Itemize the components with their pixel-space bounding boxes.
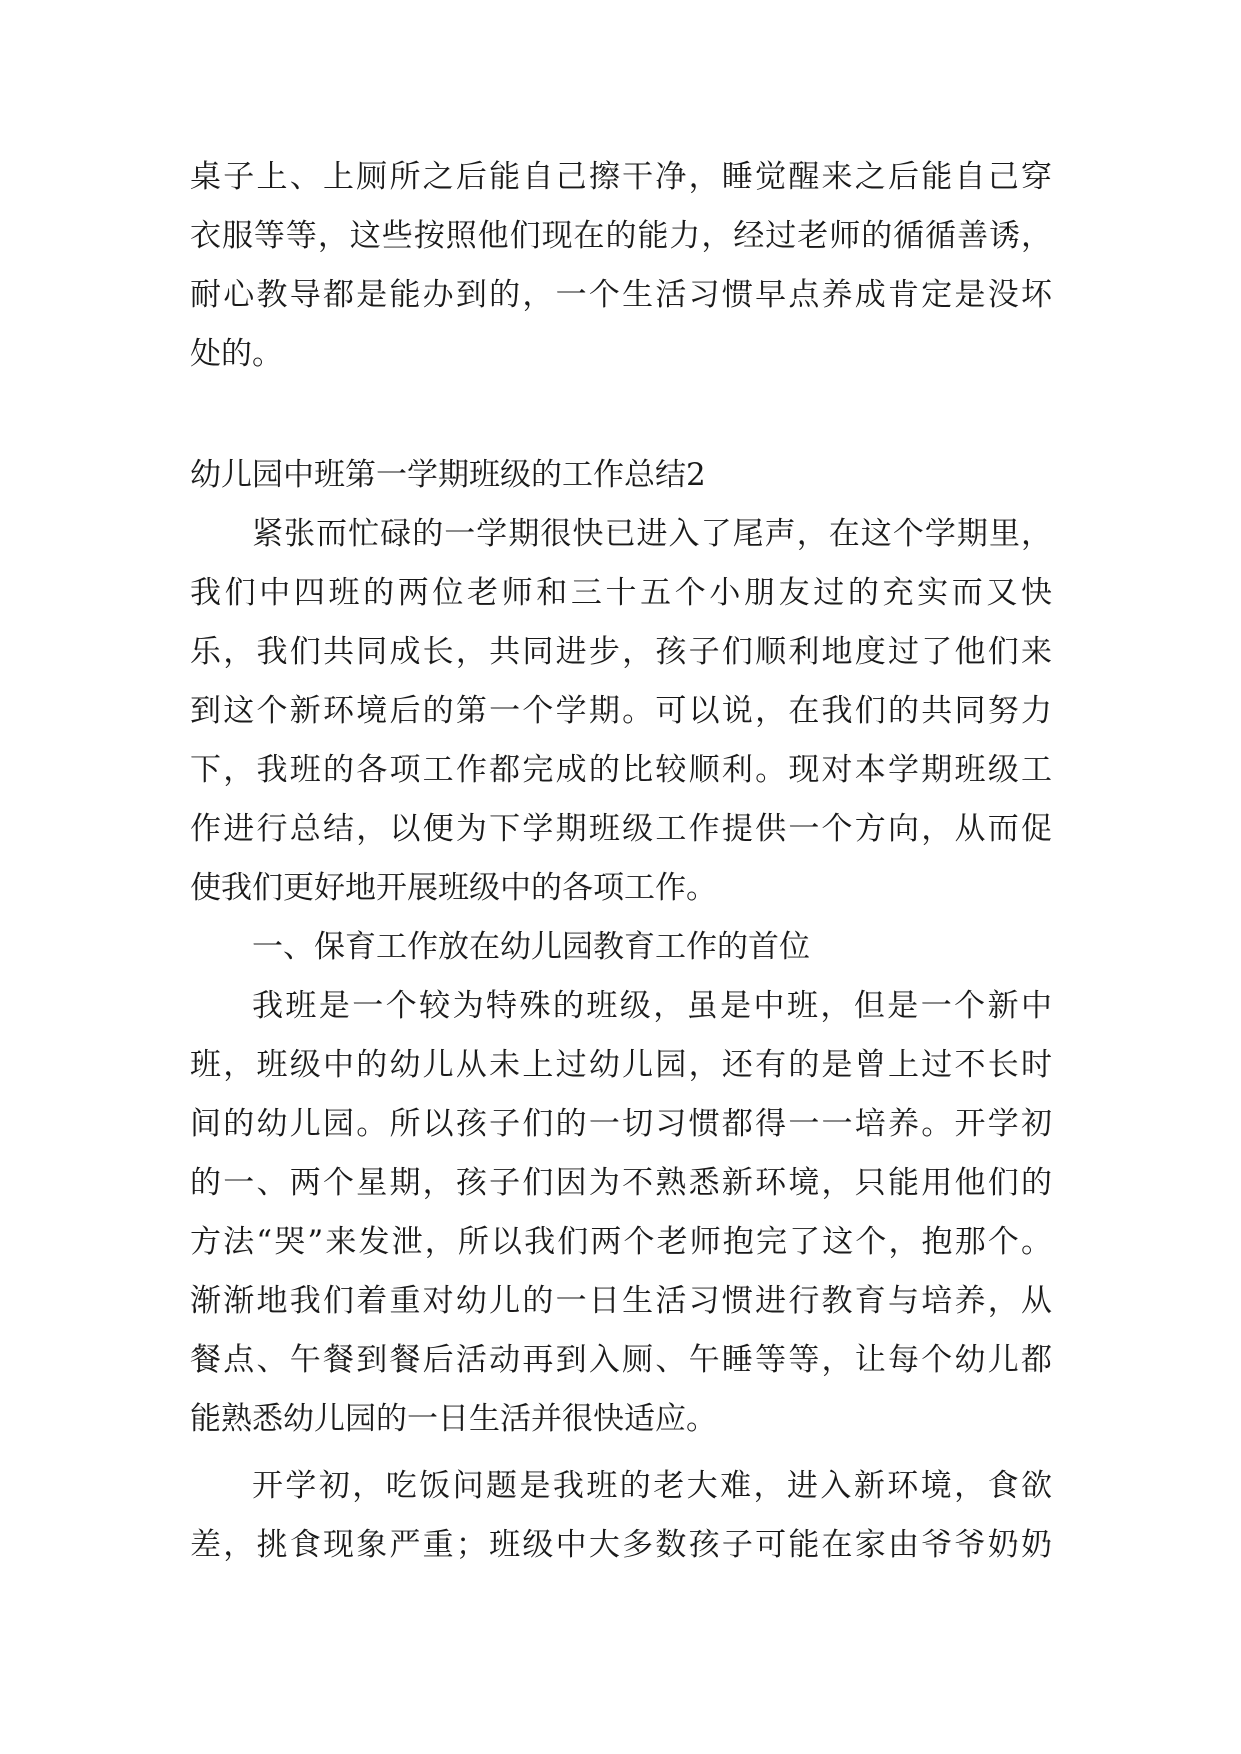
paragraph-spacer [190,1449,1052,1457]
text-line: 间的幼儿园。所以孩子们的一切习惯都得一一培养。开学初 [190,1106,1052,1142]
document-body [190,148,1052,1575]
section-spacer [190,384,1052,446]
text-line: 耐心教导都是能办到的，一个生活习惯早点养成肯定是没坏 [190,277,1052,313]
text-line: 我们中四班的两位老师和三十五个小朋友过的充实而又快 [190,575,1052,611]
text-line: 作进行总结，以便为下学期班级工作提供一个方向，从而促 [190,811,1052,847]
paragraph-continuation [190,148,1052,384]
text-line: 能熟悉幼儿园的一日生活并很快适应。 [190,1401,717,1437]
text-line: 差，挑食现象严重；班级中大多数孩子可能在家由爷爷奶奶 [190,1527,1052,1563]
text-line: 紧张而忙碌的一学期很快已进入了尾声，在这个学期里， [252,516,1052,552]
text-line: 处的。 [190,336,283,372]
text-line: 下，我班的各项工作都完成的比较顺利。现对本学期班级工 [190,752,1052,788]
text-line: 桌子上、上厕所之后能自己擦干净，睡觉醒来之后能自己穿 [190,159,1052,195]
text-line: 渐渐地我们着重对幼儿的一日生活习惯进行教育与培养，从 [190,1283,1052,1319]
text-line: 到这个新环境后的第一个学期。可以说，在我们的共同努力 [190,693,1052,729]
text-line: 的一、两个星期，孩子们因为不熟悉新环境，只能用他们的 [190,1165,1052,1201]
text-line: 方法“哭”来发泄，所以我们两个老师抱完了这个，抱那个。 [190,1224,1052,1260]
text-line: 我班是一个较为特殊的班级，虽是中班，但是一个新中 [252,988,1052,1024]
text-line: 使我们更好地开展班级中的各项工作。 [190,870,717,906]
text-line: 班，班级中的幼儿从未上过幼儿园，还有的是曾上过不长时 [190,1047,1052,1083]
text-line: 餐点、午餐到餐后活动再到入厕、午睡等等，让每个幼儿都 [190,1342,1052,1378]
text-line: 衣服等等，这些按照他们现在的能力，经过老师的循循善诱， [190,218,1052,254]
paragraph-care-work [190,977,1052,1449]
text-line: 开学初，吃饭问题是我班的老大难，进入新环境，食欲 [252,1468,1052,1504]
text-line: 乐，我们共同成长，共同进步，孩子们顺利地度过了他们来 [190,634,1052,670]
paragraph-meals [190,1457,1052,1575]
subsection-heading: 一、保育工作放在幼儿园教育工作的首位 [252,929,810,965]
paragraph-intro [190,505,1052,918]
section-heading: 幼儿园中班第一学期班级的工作总结2 [190,457,706,493]
